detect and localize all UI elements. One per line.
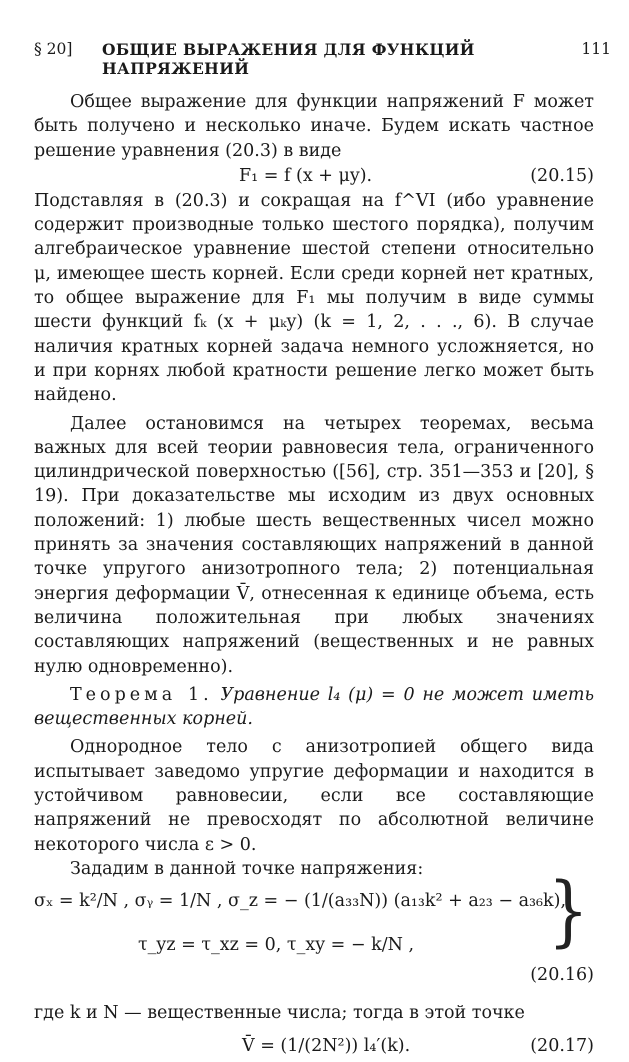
equation-20-16-line-1: σₓ = k²/N , σᵧ = 1/N , σ_z = − (1/(a₃₃N)) (a₁₃k² + a₂₃ − a₃₆k), — [34, 891, 567, 912]
running-header — [34, 40, 611, 78]
paragraph-2: Подставляя в (20.3) и сокращая на f^VI (ибо уравнение содержит производные только шестого порядка), получим алгебраическое уравнение шестой степени относительно μ, имеющее шесть корней. Если среди корней нет кратных, то общее выражение для F₁ мы получим в виде суммы шести функций fₖ (x + μₖy) (k = 1, 2, . . ., 6). В случае наличия кратных корней задача немного усложняется, но и при корнях любой кратности решение легко может быть найдено. — [34, 190, 594, 406]
paragraph-3: Далее остановимся на четырех теоремах, весьма важных для всей теории равновесия тела, ограниченного цилиндрической поверхностью ([56], стр. 351—353 и [20], § 19). При доказательстве мы исходим из двух основных положений: 1) любые шесть вещественных чисел можно принять за значения составляющих напряжений в данной точке упругого анизотропного тела; 2) потенциальная энергия деформации V̄, отнесенная к единице объема, есть величина положительная при любых значениях составляющих напряжений (вещественных и не равных нулю одновременно). — [34, 413, 594, 677]
right-brace: } — [548, 867, 589, 957]
equation-20-15 — [34, 163, 594, 189]
running-title: ОБЩИЕ ВЫРАЖЕНИЯ ДЛЯ ФУНКЦИЙ НАПРЯЖЕНИЙ — [102, 40, 475, 78]
theorem-1-statement: Уравнение l₄ (μ) = 0 не может иметь вещественных корней. — [34, 684, 594, 730]
section-marker: § 20] — [34, 40, 73, 58]
equation-20-17 — [34, 1026, 594, 1062]
equation-20-17-formula: V̄ = (1/(2N²)) l₄′(k). — [242, 1035, 411, 1056]
paragraph-4: Однородное тело с анизотропией общего вида испытывает заведомо упругие деформации и находится в устойчивом равновесии, если все составляющие напряжений не превосходят по абсолютной величине некоторого числа ε > 0. — [34, 737, 594, 855]
body-text — [34, 90, 594, 1062]
paragraph-5: Зададим в данной точке напряжения: — [70, 858, 424, 879]
paragraph-1: Общее выражение для функции напряжений F может быть получено и несколько иначе. Будем искать частное решение уравнения (20.3) в виде — [34, 92, 594, 161]
theorem-1 — [34, 683, 594, 732]
equation-20-16-line-2: τ_yz = τ_xz = 0, τ_xy = − k/N , — [138, 935, 415, 956]
equation-20-15-number: (20.15) — [530, 165, 594, 186]
equation-20-16-number: (20.16) — [530, 965, 594, 986]
page-number: 111 — [581, 40, 611, 58]
equation-20-17-number: (20.17) — [530, 1035, 594, 1056]
theorem-1-label: Теорема 1. — [70, 684, 213, 705]
paragraph-6: где k и N — вещественные числа; тогда в этой точке — [34, 1003, 525, 1024]
equation-20-15-formula: F₁ = f (x + μy). — [239, 165, 373, 186]
